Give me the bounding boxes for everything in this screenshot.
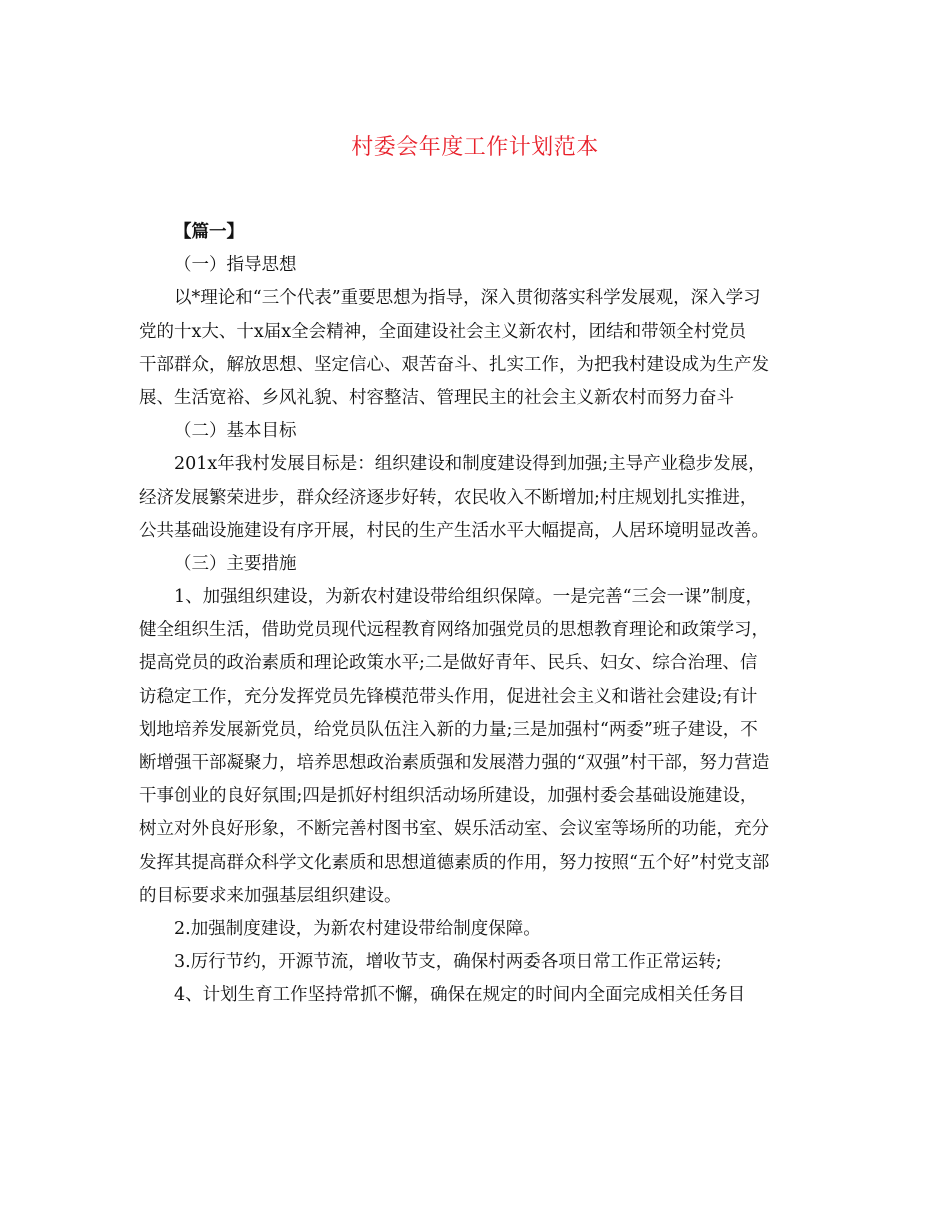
paragraph-line: 划地培养发展新党员，给党员队伍注入新的力量;三是加强村“两委”班子建设，不 — [139, 719, 758, 740]
paragraph-line: 干部群众，解放思想、坚定信心、艰苦奋斗、扎实工作，为把我村建设成为生产发 — [139, 354, 769, 375]
paragraph-line: 展、生活宽裕、乡风礼貌、村容整洁、管理民主的社会主义新农村而努力奋斗 — [139, 387, 734, 408]
paragraph-line: 2.加强制度建设，为新农村建设带给制度保障。 — [174, 918, 541, 939]
paragraph-line: 提高党员的政治素质和理论政策水平;二是做好青年、民兵、妇女、综合治理、信 — [139, 653, 758, 674]
paragraph-line: 4、计划生育工作坚持常抓不懈，确保在规定的时间内全面完成相关任务目 — [174, 985, 746, 1006]
section-marker: 【篇一】 — [174, 222, 244, 242]
paragraph-line: 树立对外良好形象，不断完善村图书室、娱乐活动室、会议室等场所的功能，充分 — [139, 819, 769, 840]
paragraph-line: 的目标要求来加强基层组织建设。 — [139, 885, 402, 906]
section-heading: （三）主要措施 — [174, 553, 297, 574]
paragraph-line: 断增强干部凝聚力，培养思想政治素质强和发展潜力强的“双强”村干部，努力营造 — [139, 753, 770, 773]
paragraph-line: 健全组织生活，借助党员现代远程教育网络加强党员的思想教育理论和政策学习， — [139, 620, 769, 641]
paragraph-line: 3.厉行节约，开源节流，增收节支，确保村两委各项日常工作正常运转; — [174, 952, 722, 973]
paragraph-line: 党的十x大、十x届x全会精神，全面建设社会主义新农村，团结和带领全村党员 — [139, 321, 747, 342]
document-body — [139, 216, 811, 1013]
document-title: 村委会年度工作计划范本 — [351, 135, 599, 160]
section-heading: （一）指导思想 — [174, 255, 297, 276]
paragraph-line: 公共基础设施建设有序开展，村民的生产生活水平大幅提高，人居环境明显改善。 — [139, 520, 769, 541]
paragraph-line: 经济发展繁荣进步，群众经济逐步好转，农民收入不断增加;村庄规划扎实推进， — [139, 487, 758, 508]
paragraph-line: 1、加强组织建设，为新农村建设带给组织保障。一是完善“三会一课”制度， — [174, 587, 764, 608]
paragraph-line: 访稳定工作，充分发挥党员先锋模范带头作用，促进社会主义和谐社会建设;有计 — [139, 686, 758, 707]
paragraph-line: 以*理论和“三个代表”重要思想为指导，深入贯彻落实科学发展观，深入学习 — [174, 288, 761, 309]
paragraph-line: 201x年我村发展目标是：组织建设和制度建设得到加强;主导产业稳步发展， — [174, 454, 766, 475]
paragraph-line: 干事创业的良好氛围;四是抓好村组织活动场所建设，加强村委会基础设施建设， — [139, 786, 758, 807]
paragraph-line: 发挥其提高群众科学文化素质和思想道德素质的作用，努力按照“五个好”村党支部 — [139, 852, 770, 873]
section-heading: （二）基本目标 — [174, 421, 297, 442]
